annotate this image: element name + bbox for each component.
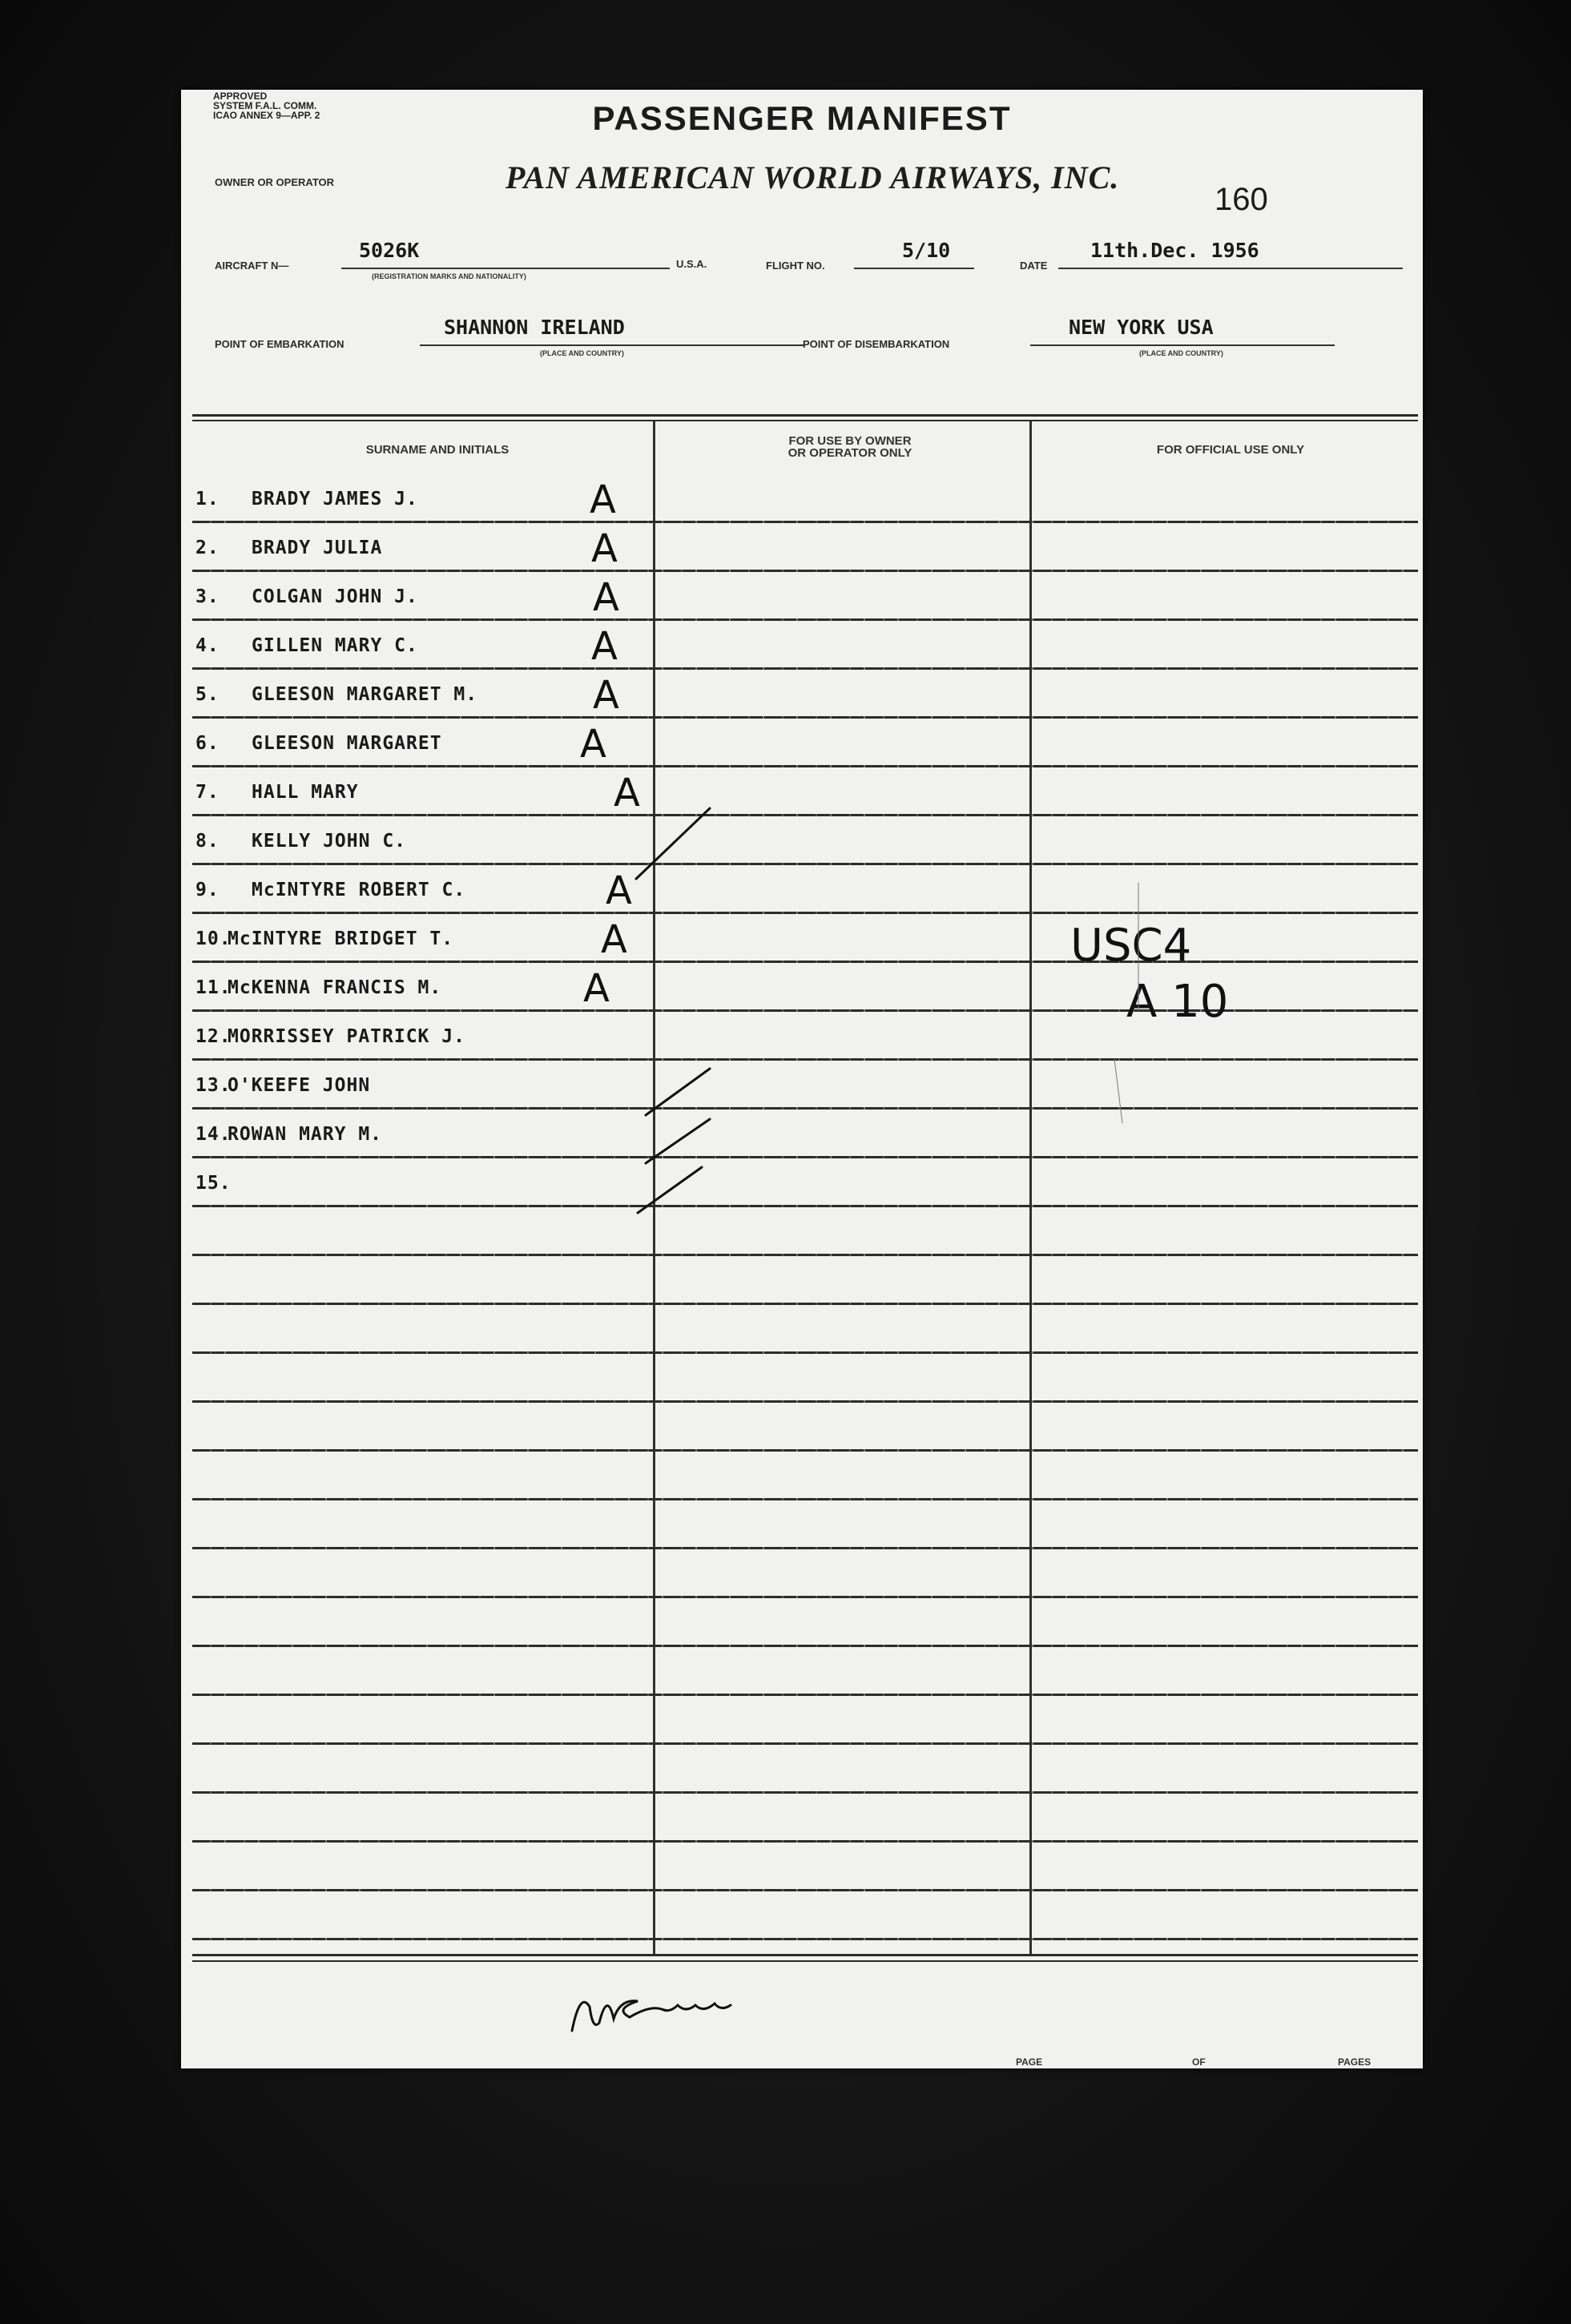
row-number: 9. [195,880,220,900]
row-number: 11. [195,977,232,998]
passenger-name: McINTYRE ROBERT C. [252,880,466,900]
flight-label: FLIGHT NO. [766,260,825,272]
disembarkation-label: POINT OF DISEMBARKATION [803,338,950,350]
row-number: 6. [195,733,220,754]
row-number: 13. [195,1075,232,1096]
handwritten-mark: A [614,771,640,816]
passenger-name: ROWAN MARY M. [228,1124,383,1145]
row-number: 7. [195,782,220,803]
row-number: 8. [195,831,220,852]
row-number: 1. [195,489,220,510]
signature-mark [572,2001,731,2031]
handwritten-mark: A [593,575,619,620]
row-number: 3. [195,586,220,607]
aircraft-caption: (REGISTRATION MARKS AND NATIONALITY) [372,272,526,280]
date-value: 11th.Dec. 1956 [1090,239,1259,262]
passenger-name: McINTYRE BRIDGET T. [228,928,454,949]
handwritten-mark: A [580,722,606,767]
row-number: 4. [195,635,220,656]
passenger-name: McKENNA FRANCIS M. [228,977,442,998]
footer-pages-label: PAGES [1338,2056,1372,2068]
passenger-name: BRADY JAMES J. [252,489,418,510]
document-title: PASSENGER MANIFEST [592,99,1012,137]
handwritten-mark: A [593,673,619,718]
aircraft-label: AIRCRAFT N— [215,260,289,272]
col-header-surname: SURNAME AND INITIALS [365,443,510,457]
row-number: 10. [195,928,232,949]
col-header-official-use: FOR OFFICIAL USE ONLY [1156,443,1305,457]
approval-line-1: APPROVED [213,91,268,102]
passenger-name: MORRISSEY PATRICK J. [228,1026,465,1047]
embarkation-caption: (PLACE AND COUNTRY) [540,349,624,357]
row-number: 2. [195,538,220,558]
handwritten-mark: A [601,917,627,962]
disembarkation-caption: (PLACE AND COUNTRY) [1139,349,1223,357]
handwritten-mark: A [606,868,632,913]
row-number: 15. [195,1173,232,1194]
footer-page-label: PAGE [1016,2056,1043,2068]
passenger-name: COLGAN JOHN J. [252,586,418,607]
date-label: DATE [1020,260,1048,272]
approval-line-3: ICAO ANNEX 9—APP. 2 [213,110,320,121]
passenger-name: KELLY JOHN C. [252,831,407,852]
passenger-name: GLEESON MARGARET [252,733,442,754]
passenger-name: HALL MARY [252,782,359,803]
usa-label: U.S.A. [676,258,707,270]
approval-line-2: SYSTEM F.A.L. COMM. [213,100,317,111]
embarkation-label: POINT OF EMBARKATION [215,338,344,350]
passenger-name: GLEESON MARGARET M. [252,684,478,705]
handwritten-mark: A [591,624,618,669]
passenger-name: GILLEN MARY C. [252,635,418,656]
col-header-owner-use: FOR USE BY OWNER OR OPERATOR ONLY [788,434,912,460]
page-number: 160 [1215,182,1268,217]
manifest-sheet [181,90,1423,2068]
row-number: 12. [195,1026,232,1047]
flight-value: 5/10 [902,239,951,262]
owner-label: OWNER OR OPERATOR [215,176,335,188]
handwritten-mark: A [591,526,618,571]
footer-of-label: OF [1192,2056,1206,2068]
handwritten-mark: A [583,966,610,1011]
handwritten-mark: A [590,477,616,522]
row-number: 14. [195,1124,232,1145]
passenger-name: O'KEEFE JOHN [228,1075,371,1096]
aircraft-value: 5026K [359,239,420,262]
official-note-2: A 10 [1126,976,1229,1028]
embarkation-value: SHANNON IRELAND [444,316,625,339]
disembarkation-value: NEW YORK USA [1069,316,1214,339]
passenger-name: BRADY JULIA [252,538,383,558]
owner-value: PAN AMERICAN WORLD AIRWAYS, INC. [506,159,1120,195]
official-note-1: USC4 [1070,920,1192,972]
row-number: 5. [195,684,220,705]
handwriting-layer [181,90,1423,2068]
